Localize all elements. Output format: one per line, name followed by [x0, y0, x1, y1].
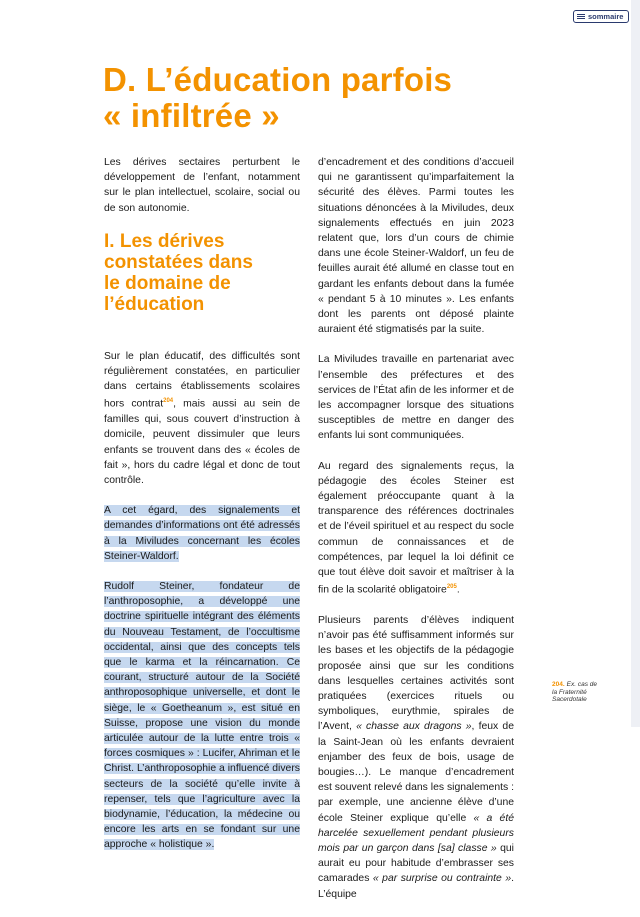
- quote-text: « a été harcelée sexuellement pendant plusieurs mois par un garçon dans [sa] classe »: [318, 812, 514, 854]
- quote-text: « chasse aux dragons »: [356, 721, 472, 733]
- section-title-line2: constatées dans: [104, 251, 253, 273]
- intro-paragraph: Les dérives sectaires perturbent le développement de l’enfant, notamment sur le plan intellectuel, scolaire, social ou de son autonomie.: [104, 157, 300, 214]
- page-edge-band: [631, 0, 640, 727]
- paragraph-pedagogy: [318, 459, 514, 598]
- sommaire-label: sommaire: [588, 12, 624, 21]
- footnote-ref-204[interactable]: 204: [163, 398, 174, 405]
- paragraph-text: qui aurait eu pour habitude d’embrasser ses camarades: [318, 843, 514, 885]
- section-title-line3: le domaine de: [104, 272, 231, 294]
- chapter-title: [103, 62, 523, 134]
- paragraph-text: . L’équipe: [318, 873, 514, 900]
- paragraph-educational-difficulties: [104, 349, 300, 488]
- section-title-line1: I. Les dérives: [104, 230, 225, 252]
- chapter-title-line2: « infiltrée »: [103, 97, 280, 134]
- paragraph-anthroposophy: [104, 579, 300, 853]
- paragraph-text: Au regard des signalements reçus, la pédagogie des écoles Steiner est également préoccupante quant à la transparence des références doctrinales et de l’éveil spirituel et au respect du socle commun de connaissances et de compétences, par lequel la loi définit ce que tout élève doit savoir et maîtriser à la fin de la scolarité obligatoire: [318, 460, 514, 596]
- footnote-ref-205[interactable]: 205: [446, 584, 457, 591]
- paragraph-steiner-reports: [104, 503, 300, 564]
- menu-icon: [577, 14, 585, 20]
- paragraph-text: Sur le plan éducatif, des difficultés sont régulièrement constatées, en particulier dans certains établissements scolaires hors contrat: [104, 350, 300, 410]
- quote-text: « par surprise ou contrainte »: [372, 873, 512, 885]
- sommaire-button[interactable]: [573, 10, 629, 23]
- footnote-line2: la Fraternité: [552, 688, 587, 696]
- footnote-line3: Sacerdotale: [552, 696, 587, 703]
- footnote-204: [552, 681, 632, 704]
- highlighted-text: Rudolf Steiner, fondateur de l’anthroposophie, a développé une doctrine spirituelle intégrant des éléments du Nouveau Testament, de l’occultisme occidental, ainsi que des concepts tels que le karma et la réincarnation. Ce courant, structuré autour de la Société anthroposophique universelle, et dont le siège, le « Goetheanum », est situé en Suisse, propose une vision du monde articulée autour de la lutte entre trois « forces cosmiques » : Lucifer, Ahriman et le Christ. L’anthroposophie a influencé divers secteurs de la société qu’elle invite à repenser, tels que l’agriculture avec la biodynamie, l’éducation, la médecine ou encore les arts en se fondant sur une approche « holistique ».: [104, 580, 300, 851]
- paragraph-partnership: La Miviludes travaille en partenariat avec l’ensemble des préfectures et des services de l’État afin de les informer et de les accompagner lorsque des situations susceptibles de mettre en danger des enfants lui sont communiquées.: [318, 354, 514, 442]
- paragraph-text: , feux de la Saint-Jean où les enfants devraient enjamber des feux de bois, usage de bougies…). Le manque d’encadrement est souvent relevé dans les signalements : par exemple, une ancienne élève d’une école Steiner explique qu’elle: [318, 721, 514, 824]
- highlighted-text: A cet égard, des signalements et demandes d’informations ont été adressés à la Miviludes concernant les écoles Steiner-Waldorf.: [104, 505, 300, 562]
- paragraph-parents-testimony: [318, 613, 514, 902]
- section-title-line4: l’éducation: [104, 293, 205, 315]
- chapter-title-line1: D. L’éducation parfois: [103, 61, 453, 98]
- paragraph-text: Plusieurs parents d’élèves indiquent n’avoir pas été suffisamment informés sur les bases et les objectifs de la pédagogie proposée ainsi que sur les conditions dans lesquelles certaines activités sont pratiquées (exercices rituels ou symboliques, eurythmie, spirales de l’Avent,: [318, 614, 514, 733]
- paragraph-supervision: d’encadrement et des conditions d’accueil qui ne garantissent qu’imparfaitement la sécurité des élèves. Parmi toutes les situations dénoncées à la Miviludes, deux signalements effectués en juin 2023 relatent que, lors d’un cours de chimie dans une école Steiner-Waldorf, un feu de feuilles aurait été allumé en classe tout en gardant les enfants debout dans la fumée « pendant 5 à 10 minutes ». Les enfants dont les parents ont déposé plainte auraient été stigmatisés par la suite.: [318, 157, 514, 336]
- section-title: [104, 231, 300, 315]
- footnote-line1: Ex. cas de: [566, 681, 598, 688]
- footnote-number: 204.: [552, 681, 565, 688]
- paragraph-text: .: [456, 584, 460, 596]
- left-column: [104, 155, 300, 868]
- paragraph-text: , mais aussi au sein de familles qui, sous couvert d’instruction à domicile, peuvent dissimuler que leurs enfants se trouvent dans des « écoles de fait », hors du cadre légal et donc de tout contrôle.: [104, 398, 300, 486]
- right-column: [318, 155, 514, 917]
